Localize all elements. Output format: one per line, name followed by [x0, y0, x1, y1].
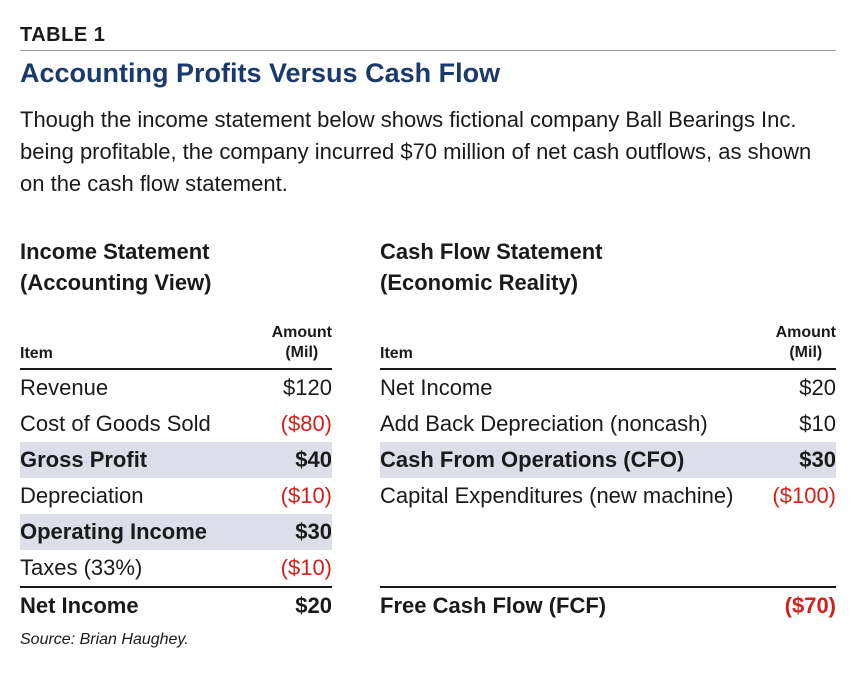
row-value: $10: [799, 411, 836, 436]
cash-flow-statement: [380, 236, 836, 623]
income-title-1: Income Statement: [20, 239, 210, 264]
table-row: [380, 406, 836, 442]
row-label: Gross Profit: [20, 447, 148, 472]
table-row: [380, 442, 836, 478]
row-label: Operating Income: [20, 519, 208, 544]
source-note: Source: Brian Haughey.: [20, 631, 189, 648]
row-value: $120: [283, 375, 332, 400]
row-value: $20: [799, 375, 836, 400]
page-title: Accounting Profits Versus Cash Flow: [20, 58, 501, 88]
row-label: Net Income: [380, 375, 493, 400]
cashflow-col-item: Item: [380, 345, 413, 362]
row-value: $40: [295, 447, 332, 472]
income-header: [20, 318, 332, 368]
row-value: ($100): [772, 483, 836, 508]
income-col-amount-1: Amount: [271, 324, 332, 341]
income-col-amount-2: (Mil): [285, 344, 319, 361]
table-label: TABLE 1: [20, 24, 106, 46]
row-label: Depreciation: [20, 483, 144, 508]
row-label: Cash From Operations (CFO): [380, 447, 685, 472]
row-value: ($10): [280, 555, 332, 580]
row-value: $30: [799, 447, 836, 472]
table-row: [20, 514, 332, 550]
row-value: ($80): [280, 411, 332, 436]
blank-space: [380, 514, 836, 586]
table-row: [20, 406, 332, 442]
cashflow-title-2: (Economic Reality): [380, 270, 579, 295]
row-label: Cost of Goods Sold: [20, 411, 211, 436]
cashflow-header: [380, 318, 836, 368]
table-row: [20, 478, 332, 514]
header-divider: [20, 50, 836, 51]
table-row: [380, 478, 836, 514]
cashflow-col-amount: [776, 323, 836, 363]
table-row-total: [20, 586, 332, 623]
income-statement: [20, 236, 332, 623]
table-row: [20, 442, 332, 478]
description: Though the income statement below shows fictional company Ball Bearings Inc. being profitable, the company incurred $70 million of net cash outflows, as shown on the cash flow statement.: [20, 107, 812, 196]
row-value: ($70): [784, 592, 836, 618]
income-col-item: Item: [20, 345, 53, 362]
row-label: Taxes (33%): [20, 555, 143, 580]
row-label: Revenue: [20, 375, 109, 400]
income-title-2: (Accounting View): [20, 270, 212, 295]
income-col-amount: [272, 323, 332, 363]
row-label: Capital Expenditures (new machine): [380, 483, 734, 508]
row-value: ($10): [280, 483, 332, 508]
row-label: Add Back Depreciation (noncash): [380, 411, 708, 436]
row-label: Net Income: [20, 592, 139, 618]
table-row: [20, 370, 332, 406]
table-row: [380, 370, 836, 406]
cashflow-col-amount-2: (Mil): [789, 344, 823, 361]
row-label: Free Cash Flow (FCF): [380, 592, 607, 618]
cashflow-col-amount-1: Amount: [775, 324, 836, 341]
cashflow-title-1: Cash Flow Statement: [380, 239, 603, 264]
table-row: [20, 550, 332, 586]
row-value: $30: [295, 519, 332, 544]
row-value: $20: [295, 592, 332, 618]
table-row-total: [380, 586, 836, 623]
